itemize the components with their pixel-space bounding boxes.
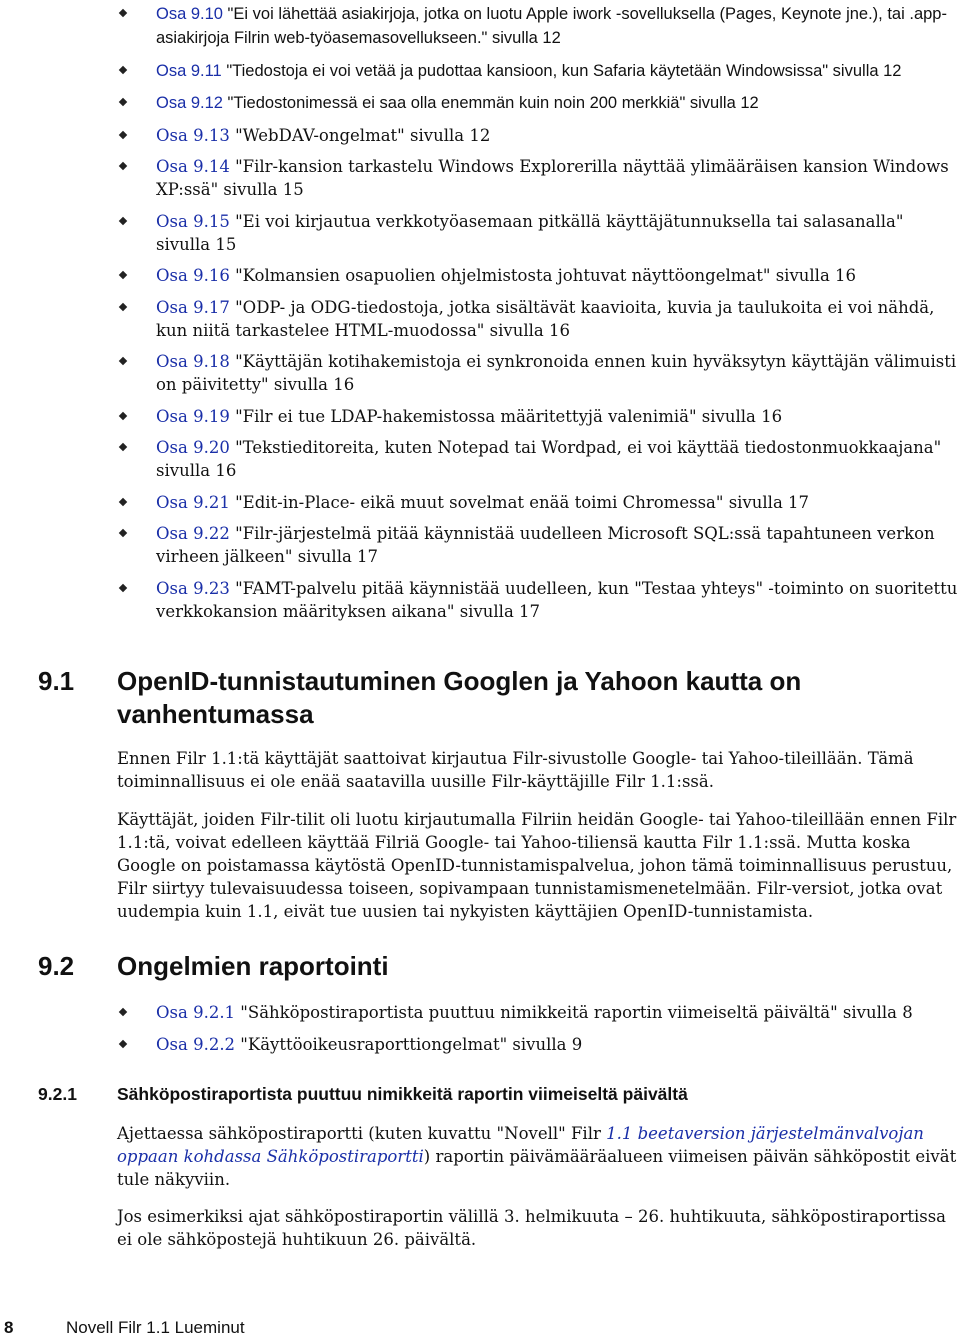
toc-item (120, 350, 958, 396)
diamond-bullet-icon (119, 162, 127, 170)
toc-link[interactable]: Osa 9.14 (156, 157, 230, 176)
diamond-bullet-icon (119, 583, 127, 591)
toc-text: "FAMT-palvelu pitää käynnistää uudelleen, kun "Testaa yhteys" -toiminto on suoritettu verkkokansion määrityksen aikana" sivulla 17 (156, 578, 958, 621)
toc-link[interactable]: Osa 9.16 (156, 266, 230, 285)
toc-item (120, 210, 958, 256)
toc-text: "Tekstieditoreita, kuten Notepad tai Wordpad, ei voi käyttää tiedostonmuokkaajana" sivulla 16 (156, 438, 942, 480)
toc-text: "Tiedostonimessä ei saa olla enemmän kuin noin 200 merkkiä" sivulla 12 (222, 94, 759, 112)
toc-link[interactable]: Osa 9.20 (156, 438, 230, 457)
toc-item (120, 2, 958, 50)
section-number: 9.2 (38, 951, 75, 981)
section-number: 9.1 (38, 666, 75, 696)
toc-link[interactable]: Osa 9.13 (156, 125, 230, 145)
section-title: Ongelmien raportointi (117, 951, 389, 981)
section-heading-9-1 (38, 665, 877, 731)
toc-link[interactable]: Osa 9.11 (156, 61, 222, 80)
toc-item (120, 264, 958, 287)
toc-link[interactable]: Osa 9.22 (156, 524, 230, 543)
toc-link[interactable]: Osa 9.10 (156, 5, 223, 23)
toc-text: "Käyttäjän kotihakemistoja ei synkronoida ennen kuin hyväksytyn käyttäjän välimuisti on päivitetty" sivulla 16 (156, 352, 957, 394)
toc-text: "Ei voi kirjautua verkkotyöasemaan pitkällä käyttäjätunnuksella tai salasanalla" sivulla 15 (156, 211, 904, 254)
diamond-bullet-icon (119, 443, 127, 451)
paragraph: Jos esimerkiksi ajat sähköpostiraportin välillä 3. helmikuuta – 26. huhtikuuta, sähköpostiraportissa ei ole sähköpostejä huhtikuun 26. päivältä. (117, 1207, 947, 1249)
toc-link[interactable]: Osa 9.23 (156, 578, 230, 598)
toc-item (120, 296, 958, 342)
diamond-bullet-icon (119, 529, 127, 537)
section-link[interactable]: Osa 9.2.2 (156, 1034, 236, 1054)
diamond-bullet-icon (119, 65, 127, 73)
section-link-list (120, 1001, 958, 1064)
toc-link[interactable]: Osa 9.21 (156, 492, 230, 512)
guide-link[interactable]: 1.1 beetaversion järjestelmänvalvojan oppaan kohdassa Sähköpostiraportti (117, 1124, 924, 1166)
toc-item (120, 405, 958, 428)
diamond-bullet-icon (119, 98, 127, 106)
toc-item (120, 155, 958, 201)
subsection-number: 9.2.1 (38, 1084, 77, 1104)
toc-text: "Filr-järjestelmä pitää käynnistää uudelleen Microsoft SQL:ssä tapahtuneen verkon virheen jälkeen" sivulla 17 (156, 524, 935, 566)
toc-link[interactable]: Osa 9.19 (156, 406, 230, 426)
diamond-bullet-icon (119, 271, 127, 279)
toc-item (120, 59, 958, 83)
diamond-bullet-icon (119, 1008, 127, 1016)
diamond-bullet-icon (119, 497, 127, 505)
section-title: OpenID-tunnistautuminen Googlen ja Yahoon kautta on vanhentumassa (117, 666, 802, 729)
paragraph (117, 1122, 959, 1191)
toc-item (120, 522, 958, 568)
diamond-bullet-icon (119, 302, 127, 310)
paragraph: Ennen Filr 1.1:tä käyttäjät saattoivat kirjautua Filr-sivustolle Google- tai Yahoo-tileillään. Tämä toiminnallisuus ei ole enää saatavilla uusille Filr-käyttäjille Filr 1.1:ssä. (117, 749, 914, 791)
toc-link[interactable]: Osa 9.15 (156, 211, 230, 231)
section-link[interactable]: Osa 9.2.1 (156, 1003, 236, 1022)
toc-item (120, 91, 958, 115)
diamond-bullet-icon (119, 1039, 127, 1047)
paragraph-text: Ajettaessa sähköpostiraportti (kuten kuvattu "Novell" Filr (117, 1124, 607, 1143)
toc-text: "Filr ei tue LDAP-hakemistossa määritettyjä valenimiä" sivulla 16 (229, 406, 783, 426)
diamond-bullet-icon (119, 216, 127, 224)
toc-item (120, 491, 958, 514)
toc-list (120, 2, 958, 631)
toc-text: "Ei voi lähettää asiakirjoja, jotka on luotu Apple iwork -sovelluksella (Pages, Keynote jne.), tai .app-asiakirjoja Filrin web-työasemasovellukseen." sivulla 12 (156, 5, 947, 47)
section-heading-9-2 (38, 950, 877, 983)
diamond-bullet-icon (119, 130, 127, 138)
subsection-heading-9-2-1 (38, 1083, 688, 1105)
paragraph-text: ) raportin päivämääräalueen viimeisen päivän sähköpostit eivät tule näkyviin. (117, 1147, 957, 1189)
toc-text: "ODP- ja ODG-tiedostoja, jotka sisältävät kaavioita, kuvia ja taulukoita ei voi nähdä, kun niitä tarkastelee HTML-muodossa" sivulla 16 (156, 297, 935, 340)
toc-item (120, 577, 958, 623)
list-item (120, 1033, 958, 1056)
toc-link[interactable]: Osa 9.18 (156, 352, 230, 371)
toc-text: "Tiedostoja ei voi vetää ja pudottaa kansioon, kun Safaria käytetään Windowsissa" sivulla 12 (221, 61, 902, 80)
toc-item (120, 124, 958, 147)
page-number: 8 (4, 1318, 14, 1337)
toc-text: "WebDAV-ongelmat" sivulla 12 (229, 125, 491, 145)
list-item (120, 1001, 958, 1024)
toc-text: "Filr-kansion tarkastelu Windows Explorerilla näyttää ylimääräisen kansion Windows XP:ssä" sivulla 15 (156, 157, 949, 199)
subsection-title: Sähköpostiraportista puuttuu nimikkeitä raportin viimeiseltä päivältä (117, 1084, 688, 1104)
list-text: "Sähköpostiraportista puuttuu nimikkeitä raportin viimeiseltä päivältä" sivulla 8 (235, 1003, 913, 1022)
diamond-bullet-icon (119, 357, 127, 365)
paragraph: Käyttäjät, joiden Filr-tilit oli luotu kirjautumalla Filriin heidän Google- tai Yahoo-tileillään ennen Filr 1.1:tä, voivat edelleen käyttää Filriä Google- tai Yahoo-tiliensä kautta Filr 1.1:ssä. Mutta koska Google on poistamassa käytöstä OpenID-tunnistamispalvelua, johon tämä toiminnallisuus perustuu, Filr siirtyy tulevaisuudessa toiseen, sopivampaan tunnistamismenetelmään. Filr-versiot, jotka ovat uudempia kuin 1.1, eivät tue uusien tai nykyisten käyttäjien OpenID-tunnistamista. (117, 810, 957, 921)
list-text: "Käyttöoikeusraporttiongelmat" sivulla 9 (235, 1034, 583, 1054)
diamond-bullet-icon (119, 411, 127, 419)
toc-text: "Kolmansien osapuolien ohjelmistosta johtuvat näyttöongelmat" sivulla 16 (229, 266, 857, 285)
footer-title: Novell Filr 1.1 Lueminut (66, 1318, 245, 1337)
diamond-bullet-icon (119, 9, 127, 17)
toc-link[interactable]: Osa 9.17 (156, 297, 230, 317)
toc-link[interactable]: Osa 9.12 (156, 94, 223, 112)
toc-text: "Edit-in-Place- eikä muut sovelmat enää toimi Chromessa" sivulla 17 (229, 492, 810, 512)
toc-item (120, 436, 958, 482)
